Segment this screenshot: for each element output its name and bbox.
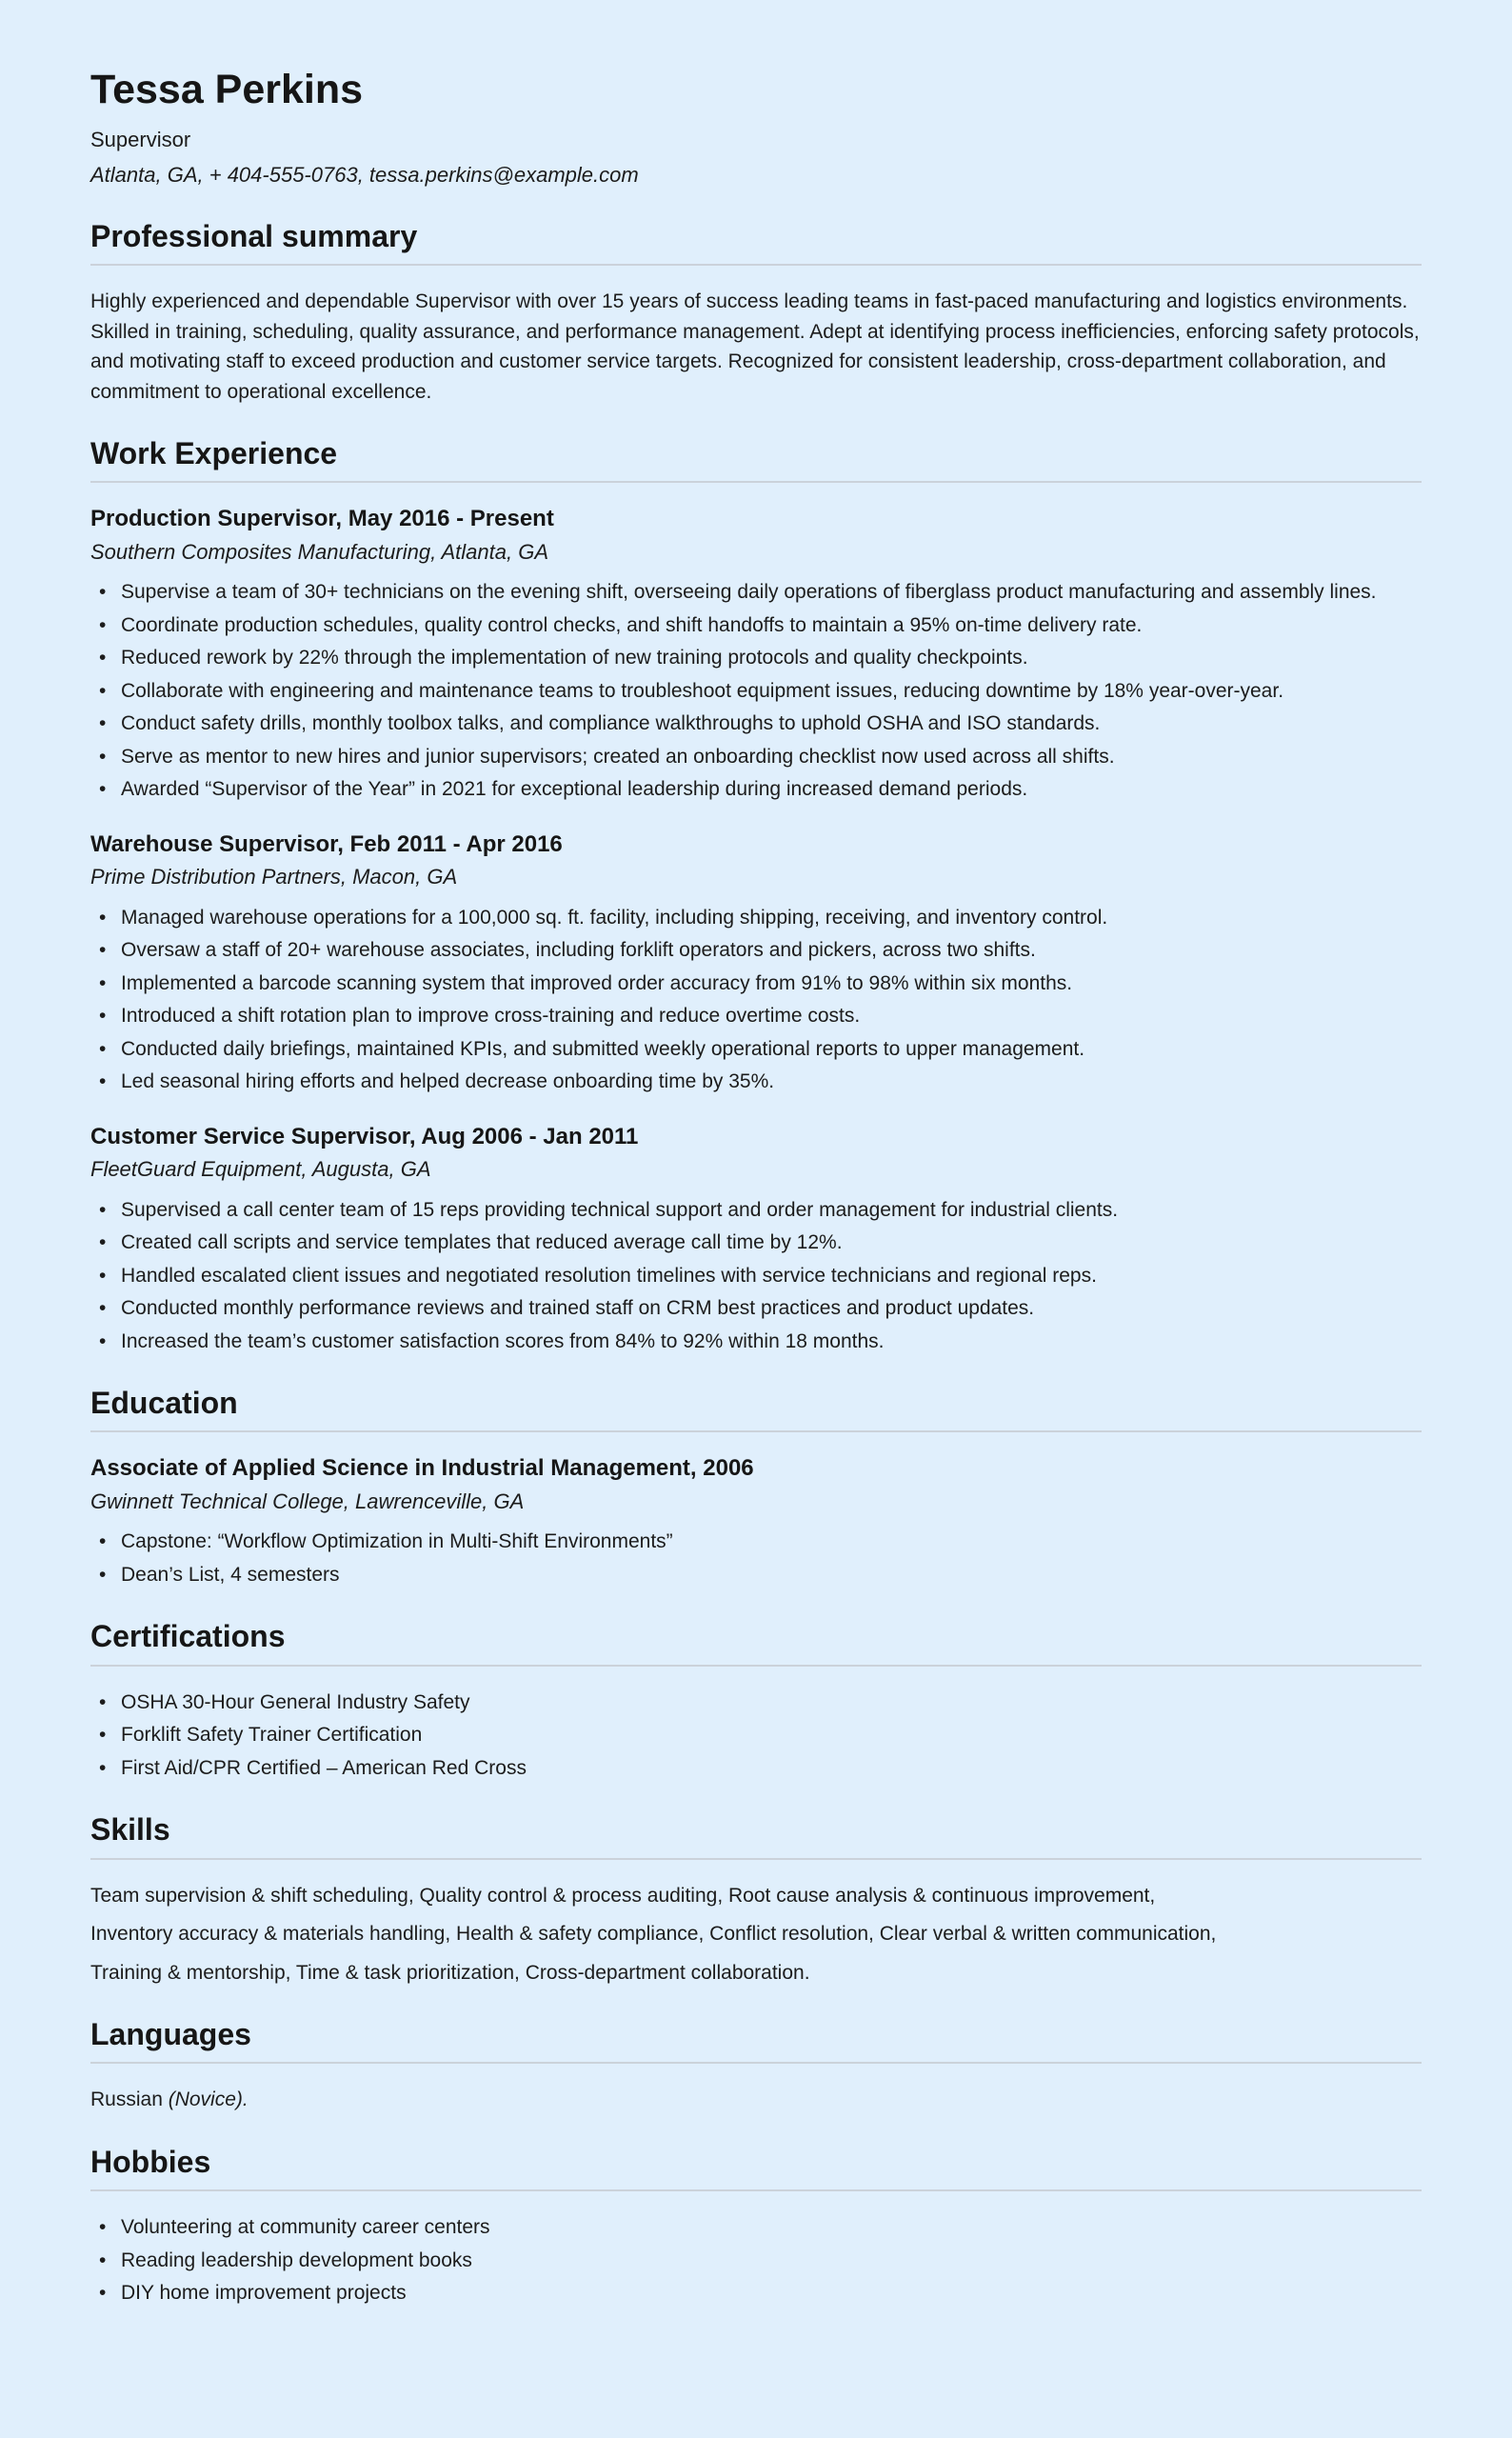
- section-certifications: [90, 1618, 1422, 1783]
- language-entry: [90, 2085, 1422, 2115]
- section-divider: [90, 1858, 1422, 1860]
- candidate-job-title: Supervisor: [90, 128, 191, 152]
- hobbies-heading: Hobbies: [90, 2144, 211, 2179]
- bullet-item: • Led seasonal hiring efforts and helped decrease onboarding time by 35%.: [90, 1067, 1422, 1097]
- skills-text-line: Inventory accuracy & materials handling, Health & safety compliance, Conflict resolution, Clear verbal & written communication,: [90, 1923, 1217, 1946]
- section-hobbies: [90, 2144, 1422, 2308]
- job-title-dates: Customer Service Supervisor, Aug 2006 - Jan 2011: [90, 1123, 639, 1149]
- bullet-item: • Supervised a call center team of 15 reps providing technical support and order management for industrial clients.: [90, 1195, 1422, 1226]
- bullet-item: • Managed warehouse operations for a 100,000 sq. ft. facility, including shipping, receiving, and inventory control.: [90, 903, 1422, 933]
- education-heading: Education: [90, 1386, 238, 1421]
- degree-title: Associate of Applied Science in Industrial Management, 2006: [90, 1455, 754, 1482]
- job-company-location: Southern Composites Manufacturing, Atlanta, GA: [90, 539, 548, 564]
- section-divider: [90, 264, 1422, 266]
- skills-text-line: Training & mentorship, Time & task prioritization, Cross-department collaboration.: [90, 1961, 810, 1984]
- section-divider: [90, 2189, 1422, 2191]
- bullet-item: • DIY home improvement projects: [90, 2278, 1422, 2308]
- section-skills: [90, 1811, 1422, 1988]
- bullet-item: • Created call scripts and service templates that reduced average call time by 12%.: [90, 1228, 1422, 1258]
- job-title-dates: Warehouse Supervisor, Feb 2011 - Apr 2016: [90, 830, 563, 857]
- section-divider: [90, 2062, 1422, 2064]
- bullet-item: • Awarded “Supervisor of the Year” in 2021 for exceptional leadership during increased demand periods.: [90, 774, 1422, 805]
- school-name-location: Gwinnett Technical College, Lawrenceville, GA: [90, 1489, 525, 1513]
- section-divider: [90, 1665, 1422, 1667]
- contact-line: Atlanta, GA, + 404-555-0763, tessa.perkins@example.com: [90, 163, 639, 188]
- certifications-list: [90, 1688, 1422, 1784]
- job-entry: [90, 829, 1422, 1097]
- professional-summary-text: Highly experienced and dependable Supervisor with over 15 years of success leading teams in fast-paced manufacturing and logistics environments. Skilled in training, scheduling, quality assurance, and performance management. Adept at identifying process inefficiencies, enforcing safety protocols, and motivating staff to exceed production and customer service targets. Recognized for consistent leadership, cross-department collaboration, and commitment to operational excellence.: [90, 290, 1420, 403]
- section-education: [90, 1385, 1422, 1589]
- section-languages: [90, 2016, 1422, 2115]
- bullet-item: • OSHA 30-Hour General Industry Safety: [90, 1688, 1422, 1718]
- language-proficiency: (Novice).: [168, 2088, 249, 2111]
- job-title-dates: Production Supervisor, May 2016 - Present: [90, 506, 554, 532]
- job-entry: [90, 1122, 1422, 1356]
- bullet-item: • Serve as mentor to new hires and junior supervisors; created an onboarding checklist now used across all shifts.: [90, 742, 1422, 772]
- job-bullet-list: [90, 577, 1422, 805]
- section-professional-summary: [90, 218, 1422, 407]
- bullet-item: • Coordinate production schedules, quality control checks, and shift handoffs to maintain a 95% on-time delivery rate.: [90, 610, 1422, 641]
- bullet-item: • First Aid/CPR Certified – American Red Cross: [90, 1753, 1422, 1784]
- hobbies-list: [90, 2212, 1422, 2308]
- languages-heading: Languages: [90, 2017, 251, 2052]
- bullet-item: • Conducted daily briefings, maintained KPIs, and submitted weekly operational reports to upper management.: [90, 1034, 1422, 1065]
- bullet-item: • Supervise a team of 30+ technicians on the evening shift, overseeing daily operations of fiberglass product manufacturing and assembly lines.: [90, 577, 1422, 608]
- bullet-item: • Increased the team’s customer satisfaction scores from 84% to 92% within 18 months.: [90, 1327, 1422, 1357]
- job-company-location: FleetGuard Equipment, Augusta, GA: [90, 1156, 431, 1181]
- professional-summary-heading: Professional summary: [90, 218, 418, 253]
- section-divider: [90, 1430, 1422, 1432]
- job-entry: [90, 504, 1422, 804]
- resume-header: [90, 67, 1422, 190]
- section-work-experience: [90, 435, 1422, 1356]
- work-experience-heading: Work Experience: [90, 436, 338, 471]
- education-entry: [90, 1453, 1422, 1589]
- education-bullet-list: [90, 1527, 1422, 1589]
- bullet-item: • Forklift Safety Trainer Certification: [90, 1720, 1422, 1750]
- job-company-location: Prime Distribution Partners, Macon, GA: [90, 864, 458, 889]
- bullet-item: • Implemented a barcode scanning system that improved order accuracy from 91% to 98% within six months.: [90, 969, 1422, 999]
- bullet-item: • Reading leadership development books: [90, 2246, 1422, 2276]
- job-bullet-list: [90, 903, 1422, 1097]
- bullet-item: • Oversaw a staff of 20+ warehouse associates, including forklift operators and pickers, across two shifts.: [90, 935, 1422, 966]
- job-bullet-list: [90, 1195, 1422, 1357]
- bullet-item: • Reduced rework by 22% through the implementation of new training protocols and quality checkpoints.: [90, 643, 1422, 673]
- candidate-name: Tessa Perkins: [90, 67, 364, 112]
- certifications-heading: Certifications: [90, 1619, 286, 1654]
- language-name: Russian: [90, 2088, 163, 2111]
- bullet-item: • Dean’s List, 4 semesters: [90, 1560, 1422, 1590]
- bullet-item: • Conduct safety drills, monthly toolbox talks, and compliance walkthroughs to uphold OSHA and ISO standards.: [90, 709, 1422, 739]
- bullet-item: • Volunteering at community career centers: [90, 2212, 1422, 2243]
- skills-text-line: Team supervision & shift scheduling, Quality control & process auditing, Root cause analysis & continuous improvement,: [90, 1884, 1156, 1907]
- bullet-item: • Handled escalated client issues and negotiated resolution timelines with service technicians and regional reps.: [90, 1261, 1422, 1291]
- bullet-item: • Capstone: “Workflow Optimization in Multi-Shift Environments”: [90, 1527, 1422, 1557]
- bullet-item: • Collaborate with engineering and maintenance teams to troubleshoot equipment issues, reducing downtime by 18% year-over-year.: [90, 676, 1422, 707]
- bullet-item: • Introduced a shift rotation plan to improve cross-training and reduce overtime costs.: [90, 1001, 1422, 1031]
- bullet-item: • Conducted monthly performance reviews and trained staff on CRM best practices and product updates.: [90, 1293, 1422, 1324]
- skills-heading: Skills: [90, 1812, 170, 1848]
- section-divider: [90, 481, 1422, 483]
- resume-document: [90, 67, 1422, 2308]
